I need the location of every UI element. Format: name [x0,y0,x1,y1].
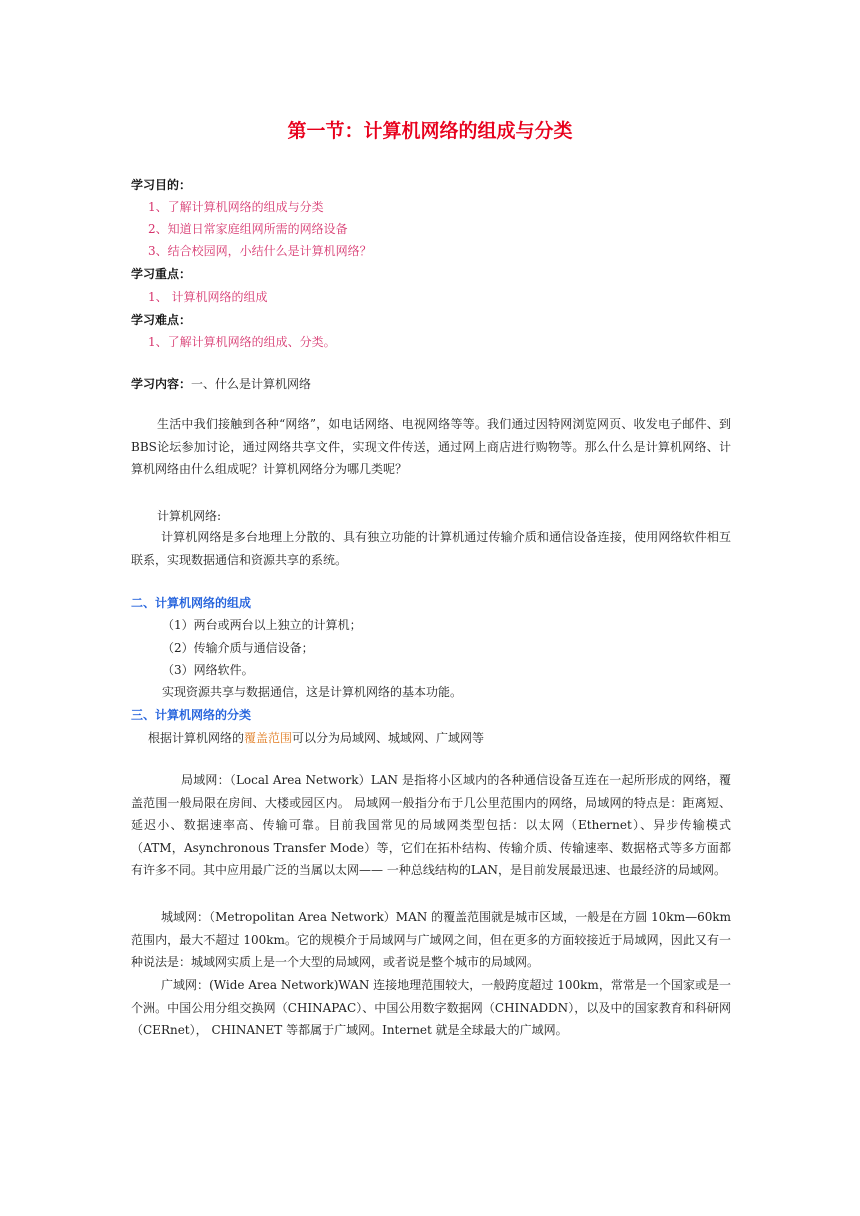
composition-heading: 二、计算机网络的组成 [131,596,252,610]
content-heading: 学习内容： [131,377,192,391]
classification-intro [148,730,484,746]
content-subtitle: 一、什么是计算机网络 [191,377,312,391]
objective-item: 3、结合校园网，小结什么是计算机网络？ [148,244,372,258]
lan-paragraph: 局域网：（Local Area Network）LAN 是指将小区域内的各种通信设备互连在一起所形成的网络，覆盖范围一般局限在房间、大楼或园区内。 局域网一般指分布于几公里范围内的网络，局域网的特点是：距离短、延迟小、数据速率高、传输可靠。目前我国常见的局域网类型包括：以太网（Ethernet）、异步传输模式（ATM，Asynchronous Transfer Mode）等，它们在拓朴结构、传输介质、传输速率、数据格式等多方面都有许多不同。其中应用最广泛的当属以太网—— 一种总线结构的LAN，是目前发展最迅速、也最经济的局域网。 [131,773,731,877]
composition-item: （1）两台或两台以上独立的计算机； [162,618,362,632]
page-title: 第一节：计算机网络的组成与分类 [287,120,573,142]
difficulty-item: 1、了解计算机网络的组成、分类。 [148,335,336,349]
classification-heading: 三、计算机网络的分类 [131,708,252,722]
content-heading-line [131,376,311,392]
man-paragraph: 城域网：（Metropolitan Area Network）MAN 的覆盖范围就是城市区域，一般是在方圆 10km—60km 范围内，最大不超过 100km。它的规模介于局域网与广域网之间，但在更多的方面较接近于局域网，因此又有一种说法是：城域网实质上是一个大型的局域网，或者说是整个城市的局域网。 [131,910,731,969]
wan-paragraph: 广域网：(Wide Area Network)WAN 连接地理范围较大，一般跨度超过 100km，常常是一个国家或是一个洲。中国公用分组交换网（CHINAPAC）、中国公用数字数据网（CHINADDN），以及中的国家教育和科研网（CERnet）， CHINANET 等都属于广域网。Internet 就是全球最大的广域网。 [131,978,731,1037]
composition-summary: 实现资源共享与数据通信，这是计算机网络的基本功能。 [162,685,463,699]
objective-item: 1、了解计算机网络的组成与分类 [148,200,324,214]
classification-intro-text: 根据计算机网络的 [148,731,245,745]
composition-item: （3）网络软件。 [162,663,254,677]
objectives-heading: 学习目的： [131,178,192,192]
difficulties-heading: 学习难点： [131,313,192,327]
objective-item: 2、知道日常家庭组网所需的网络设备 [148,222,348,236]
key-point-item: 1、 计算机网络的组成 [148,290,268,304]
intro-paragraph: 生活中我们接触到各种“网络”，如电话网络、电视网络等等。我们通过因特网浏览网页、收发电子邮件、到BBS论坛参加讨论，通过网络共享文件，实现文件传送，通过网上商店进行购物等。那么什么是计算机网络、计算机网络由什么组成呢？计算机网络分为哪几类呢？ [131,417,731,476]
coverage-highlight: 覆盖范围 [244,731,293,745]
composition-item: （2）传输介质与通信设备； [162,641,314,655]
classification-intro-text: 可以分为局域网、城域网、广域网等 [292,731,485,745]
definition-paragraph: 计算机网络是多台地理上分散的、具有独立功能的计算机通过传输介质和通信设备连接，使用网络软件相互联系，实现数据通信和资源共享的系统。 [131,530,731,567]
definition-label: 计算机网络: [157,509,222,523]
key-points-heading: 学习重点： [131,267,192,281]
